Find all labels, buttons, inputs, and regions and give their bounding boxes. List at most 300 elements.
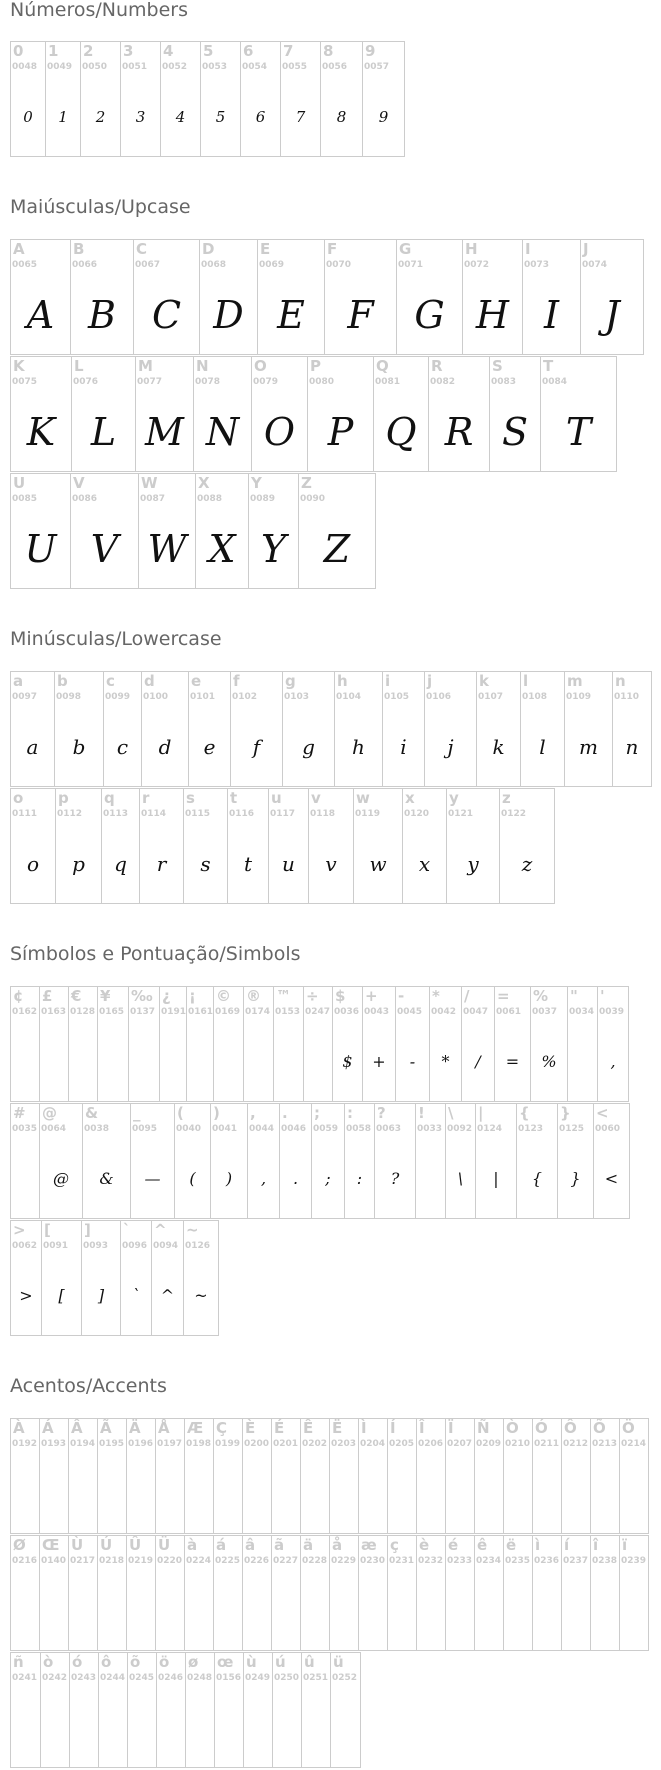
- glyph-character: {: [519, 1104, 530, 1122]
- glyph-code: 0038: [84, 1124, 110, 1134]
- glyph-code: 0216: [12, 1556, 38, 1566]
- glyph-character: e: [191, 672, 202, 690]
- glyph-code: 0088: [197, 494, 223, 504]
- glyph-sample: X: [208, 527, 236, 571]
- glyph-character: c: [106, 672, 115, 690]
- glyph-code: 0120: [404, 809, 430, 819]
- glyph-cell: [533, 1419, 562, 1533]
- glyph-code: 0238: [592, 1556, 618, 1566]
- glyph-character: õ: [130, 1653, 141, 1671]
- glyph-sample: f: [252, 735, 261, 759]
- glyph-sample: R: [444, 410, 474, 454]
- glyph-sample: @: [53, 1169, 69, 1188]
- glyph-cell: [121, 42, 161, 156]
- glyph-code: 0117: [270, 809, 296, 819]
- glyph-cell: [273, 1653, 302, 1767]
- glyph-sample: F: [347, 293, 374, 337]
- glyph-cell: [99, 1653, 128, 1767]
- glyph-code: 0229: [331, 1556, 357, 1566]
- glyph-code: 0073: [524, 260, 550, 270]
- glyph-code: 0055: [282, 62, 308, 72]
- glyph-grid-row: [10, 1220, 219, 1336]
- glyph-cell: [504, 1419, 533, 1533]
- glyph-cell: [186, 1653, 215, 1767]
- glyph-code: 0122: [501, 809, 527, 819]
- glyph-character: £: [42, 987, 53, 1005]
- glyph-code: 0066: [72, 260, 98, 270]
- glyph-code: 0111: [12, 809, 38, 819]
- glyph-character: !: [418, 1104, 425, 1122]
- glyph-character: T: [543, 357, 554, 375]
- glyph-code: 0233: [447, 1556, 473, 1566]
- glyph-character: P: [310, 357, 321, 375]
- glyph-sample: B: [88, 293, 116, 337]
- glyph-cell: [136, 357, 194, 471]
- glyph-cell: [301, 1536, 330, 1650]
- glyph-sample: -: [409, 1052, 416, 1071]
- glyph-code: 0232: [418, 1556, 444, 1566]
- glyph-sample: 0: [23, 108, 33, 126]
- glyph-code: 0118: [310, 809, 336, 819]
- glyph-character: n: [615, 672, 626, 690]
- glyph-code: 0244: [100, 1673, 126, 1683]
- glyph-sample: H: [475, 293, 510, 337]
- glyph-character: B: [73, 240, 85, 258]
- glyph-code: 0063: [376, 1124, 402, 1134]
- glyph-sample: V: [90, 527, 119, 571]
- glyph-code: 0195: [99, 1439, 125, 1449]
- glyph-cell: [335, 672, 383, 786]
- glyph-cell: [211, 1104, 248, 1218]
- glyph-grid-row: [10, 788, 555, 904]
- glyph-code: 0081: [375, 377, 401, 387]
- glyph-code: 0125: [559, 1124, 585, 1134]
- glyph-character: à: [187, 1536, 198, 1554]
- glyph-cell: [11, 987, 40, 1101]
- glyph-sample: ^: [160, 1286, 175, 1305]
- glyph-code: 0070: [326, 260, 352, 270]
- glyph-code: 0193: [41, 1439, 67, 1449]
- glyph-character: H: [465, 240, 478, 258]
- glyph-cell: [214, 987, 244, 1101]
- glyph-character: Í: [390, 1419, 396, 1437]
- glyph-cell: [194, 357, 252, 471]
- glyph-code: 0114: [141, 809, 167, 819]
- glyph-code: 0054: [242, 62, 268, 72]
- glyph-cell: [475, 1536, 504, 1650]
- glyph-code: 0245: [129, 1673, 155, 1683]
- glyph-grid-row: [10, 473, 376, 589]
- glyph-character: á: [216, 1536, 227, 1554]
- glyph-character: 2: [83, 42, 94, 60]
- glyph-character: è: [419, 1536, 430, 1554]
- glyph-code: 0037: [532, 1007, 558, 1017]
- glyph-sample: c: [116, 735, 129, 759]
- glyph-code: 0033: [417, 1124, 443, 1134]
- glyph-cell: [11, 672, 55, 786]
- glyph-code: 0237: [563, 1556, 589, 1566]
- glyph-code: 0068: [201, 260, 227, 270]
- glyph-character: Ö: [622, 1419, 635, 1437]
- glyph-cell: [417, 1536, 446, 1650]
- glyph-cell: [11, 1536, 40, 1650]
- glyph-cell: [201, 42, 241, 156]
- glyph-code: 0045: [397, 1007, 423, 1017]
- glyph-sample: t: [243, 852, 253, 876]
- glyph-sample: ~: [194, 1286, 208, 1305]
- glyph-code: 0235: [505, 1556, 531, 1566]
- glyph-code: 0230: [360, 1556, 386, 1566]
- glyph-cell: [446, 1104, 476, 1218]
- glyph-code: 0115: [185, 809, 211, 819]
- glyph-sample: (: [189, 1169, 196, 1188]
- glyph-character: ^: [154, 1221, 167, 1239]
- glyph-character: €: [71, 987, 82, 1005]
- glyph-character: 8: [323, 42, 334, 60]
- glyph-character: ê: [477, 1536, 488, 1554]
- glyph-sample: U: [24, 527, 57, 571]
- glyph-character: ï: [622, 1536, 628, 1554]
- glyph-character: ): [213, 1104, 220, 1122]
- glyph-character: @: [42, 1104, 57, 1122]
- glyph-code: 0041: [212, 1124, 238, 1134]
- glyph-code: 0200: [244, 1439, 270, 1449]
- glyph-sample: ): [225, 1169, 233, 1188]
- glyph-code: 0097: [12, 692, 38, 702]
- glyph-cell: [354, 789, 403, 903]
- glyph-code: 0219: [128, 1556, 154, 1566]
- glyph-character: z: [502, 789, 511, 807]
- glyph-cell: [591, 1419, 620, 1533]
- glyph-cell: [325, 240, 397, 354]
- glyph-sample: Y: [260, 527, 287, 571]
- glyph-character: 4: [163, 42, 174, 60]
- glyph-sample: &: [99, 1169, 114, 1188]
- glyph-cell: [274, 987, 304, 1101]
- glyph-code: 0197: [157, 1439, 183, 1449]
- glyph-cell: [11, 789, 56, 903]
- glyph-character: X: [198, 474, 210, 492]
- glyph-code: 0062: [12, 1241, 38, 1251]
- glyph-cell: [309, 789, 354, 903]
- glyph-cell: [591, 1536, 620, 1650]
- glyph-character: 3: [123, 42, 134, 60]
- glyph-cell: [446, 1536, 475, 1650]
- glyph-character: ç: [390, 1536, 399, 1554]
- glyph-sample: S: [501, 410, 529, 454]
- glyph-code: 0102: [232, 692, 258, 702]
- glyph-cell: [447, 789, 500, 903]
- glyph-sample: k: [492, 735, 505, 759]
- glyph-cell: [429, 357, 490, 471]
- glyph-cell: [129, 987, 160, 1101]
- glyph-cell: [383, 672, 425, 786]
- glyph-grid-row: [10, 41, 405, 157]
- glyph-cell: [531, 987, 568, 1101]
- glyph-character: ô: [101, 1653, 112, 1671]
- glyph-cell: [200, 240, 258, 354]
- glyph-character: A: [13, 240, 25, 258]
- glyph-sample: a: [26, 735, 39, 759]
- glyph-cell: [184, 1221, 219, 1335]
- glyph-code: 0049: [47, 62, 73, 72]
- glyph-sample: u: [282, 852, 295, 876]
- glyph-sample: D: [213, 293, 244, 337]
- glyph-code: 0051: [122, 62, 148, 72]
- glyph-cell: [121, 1221, 152, 1335]
- section-title-lowercase: Minúsculas/Lowercase: [10, 628, 222, 650]
- glyph-code: 0161: [188, 1007, 214, 1017]
- glyph-character: ÷: [306, 987, 319, 1005]
- glyph-character: U: [13, 474, 26, 492]
- glyph-code: 0218: [99, 1556, 125, 1566]
- glyph-character: Ì: [361, 1419, 367, 1437]
- glyph-code: 0204: [360, 1439, 386, 1449]
- glyph-character: À: [13, 1419, 25, 1437]
- glyph-code: 0110: [614, 692, 640, 702]
- glyph-character: O: [254, 357, 267, 375]
- glyph-grid-row: [10, 239, 644, 355]
- glyph-character: Ô: [564, 1419, 577, 1437]
- glyph-code: 0101: [190, 692, 216, 702]
- glyph-sample: Q: [385, 410, 417, 454]
- glyph-sample: j: [447, 735, 454, 759]
- glyph-character: Y: [251, 474, 262, 492]
- glyph-character: N: [196, 357, 209, 375]
- glyph-cell: [11, 42, 46, 156]
- glyph-cell: [102, 789, 140, 903]
- glyph-cell: [81, 42, 121, 156]
- glyph-code: 0053: [202, 62, 228, 72]
- glyph-code: 0251: [303, 1673, 329, 1683]
- glyph-grid-row: [10, 1103, 630, 1219]
- glyph-character: ¿: [162, 987, 171, 1005]
- glyph-sample: ?: [390, 1169, 400, 1188]
- glyph-code: 0169: [215, 1007, 241, 1017]
- glyph-character: å: [332, 1536, 343, 1554]
- glyph-character: m: [567, 672, 583, 690]
- glyph-cell: [152, 1221, 184, 1335]
- glyph-cell: [490, 357, 541, 471]
- glyph-sample: 6: [255, 108, 266, 126]
- section-title-numbers: Números/Numbers: [10, 0, 188, 21]
- glyph-character: ©: [216, 987, 231, 1005]
- glyph-cell: [71, 474, 139, 588]
- glyph-code: 0163: [41, 1007, 67, 1017]
- glyph-code: 0203: [331, 1439, 357, 1449]
- glyph-cell: [258, 240, 325, 354]
- glyph-cell: [214, 1536, 243, 1650]
- glyph-character: Â: [71, 1419, 83, 1437]
- glyph-cell: [594, 1104, 630, 1218]
- glyph-code: 0036: [334, 1007, 360, 1017]
- glyph-sample: |: [493, 1169, 499, 1188]
- glyph-code: 0194: [70, 1439, 96, 1449]
- glyph-code: 0104: [336, 692, 362, 702]
- glyph-cell: [388, 1419, 417, 1533]
- glyph-character: Ù: [71, 1536, 84, 1554]
- glyph-cell: [565, 672, 613, 786]
- glyph-cell: [345, 1104, 375, 1218]
- glyph-character: Ñ: [477, 1419, 490, 1437]
- glyph-code: 0226: [244, 1556, 270, 1566]
- glyph-character: J: [583, 240, 589, 258]
- section-title-accents: Acentos/Accents: [10, 1375, 167, 1397]
- glyph-cell: [475, 1419, 504, 1533]
- glyph-code: 0085: [12, 494, 38, 504]
- glyph-cell: [388, 1536, 417, 1650]
- glyph-code: 0162: [12, 1007, 38, 1017]
- glyph-sample: 4: [175, 108, 186, 126]
- glyph-sample: M: [145, 410, 184, 454]
- glyph-cell: [42, 1221, 82, 1335]
- glyph-sample: h: [352, 735, 365, 759]
- glyph-code: 0225: [215, 1556, 241, 1566]
- glyph-sample: x: [418, 852, 431, 876]
- glyph-code: 0174: [245, 1007, 271, 1017]
- glyph-cell: [533, 1536, 562, 1650]
- glyph-character: 7: [283, 42, 294, 60]
- glyph-cell: [359, 1419, 388, 1533]
- glyph-sample: I: [543, 293, 559, 337]
- glyph-code: 0065: [12, 260, 38, 270]
- glyph-sample: N: [205, 410, 240, 454]
- glyph-character: Ç: [216, 1419, 228, 1437]
- glyph-sample: ,: [610, 1052, 616, 1071]
- glyph-character: ó: [72, 1653, 83, 1671]
- glyph-character: ,: [250, 1104, 256, 1122]
- glyph-code: 0093: [83, 1241, 109, 1251]
- glyph-code: 0250: [274, 1673, 300, 1683]
- glyph-code: 0217: [70, 1556, 96, 1566]
- glyph-cell: [581, 240, 644, 354]
- glyph-cell: [142, 672, 189, 786]
- glyph-character: b: [57, 672, 68, 690]
- glyph-cell: [139, 474, 196, 588]
- glyph-character: }: [560, 1104, 571, 1122]
- glyph-character: p: [58, 789, 69, 807]
- glyph-cell: [228, 789, 269, 903]
- glyph-character: ?: [377, 1104, 386, 1122]
- glyph-character: &: [85, 1104, 99, 1122]
- glyph-code: 0140: [41, 1556, 67, 1566]
- glyph-cell: [374, 357, 429, 471]
- glyph-sample: G: [414, 293, 445, 337]
- glyph-cell: [359, 1536, 388, 1650]
- glyph-cell: [495, 987, 531, 1101]
- glyph-character: ñ: [13, 1653, 24, 1671]
- glyph-sample: {: [531, 1169, 543, 1188]
- glyph-sample: q: [114, 852, 127, 876]
- glyph-cell: [189, 672, 231, 786]
- glyph-cell: [598, 987, 629, 1101]
- glyph-character: Ò: [506, 1419, 519, 1437]
- glyph-code: 0079: [253, 377, 279, 387]
- glyph-code: 0128: [70, 1007, 96, 1017]
- glyph-sample: K: [26, 410, 56, 454]
- glyph-character: ú: [275, 1653, 286, 1671]
- glyph-character: ò: [43, 1653, 54, 1671]
- glyph-code: 0103: [284, 692, 310, 702]
- glyph-code: 0228: [302, 1556, 328, 1566]
- glyph-sample: T: [565, 410, 592, 454]
- glyph-character: Ü: [158, 1536, 171, 1554]
- glyph-cell: [241, 42, 281, 156]
- glyph-cell: [46, 42, 81, 156]
- glyph-code: 0083: [491, 377, 517, 387]
- glyph-code: 0113: [103, 809, 129, 819]
- glyph-code: 0059: [313, 1124, 339, 1134]
- glyph-character: ¥: [100, 987, 111, 1005]
- glyph-character: ": [570, 987, 578, 1005]
- glyph-code: 0236: [534, 1556, 560, 1566]
- glyph-code: 0100: [143, 692, 169, 702]
- glyph-sample: 5: [215, 108, 226, 126]
- glyph-code: 0192: [12, 1439, 38, 1449]
- glyph-cell: [620, 1419, 649, 1533]
- glyph-cell: [98, 1419, 127, 1533]
- glyph-cell: [98, 987, 129, 1101]
- glyph-character: j: [427, 672, 433, 690]
- glyph-character: ã: [274, 1536, 285, 1554]
- glyph-code: 0212: [563, 1439, 589, 1449]
- glyph-code: 0126: [185, 1241, 211, 1251]
- glyph-code: 0224: [186, 1556, 212, 1566]
- glyph-character: o: [13, 789, 24, 807]
- glyph-cell: [500, 789, 555, 903]
- glyph-sample: O: [263, 410, 296, 454]
- glyph-cell: [269, 789, 309, 903]
- glyph-character: Ó: [535, 1419, 548, 1437]
- glyph-cell: [215, 1653, 244, 1767]
- glyph-code: 0156: [216, 1673, 242, 1683]
- glyph-cell: [244, 1653, 273, 1767]
- glyph-sample: J: [604, 293, 620, 337]
- glyph-sample: 1: [58, 108, 68, 126]
- glyph-cell: [187, 987, 214, 1101]
- glyph-code: 0076: [73, 377, 99, 387]
- glyph-cell: [161, 42, 201, 156]
- glyph-character: é: [448, 1536, 459, 1554]
- glyph-code: 0074: [582, 260, 608, 270]
- glyph-cell: [558, 1104, 594, 1218]
- glyph-code: 0112: [57, 809, 83, 819]
- glyph-sample: r: [156, 852, 167, 876]
- glyph-character: Ú: [100, 1536, 113, 1554]
- glyph-cell: [321, 42, 363, 156]
- glyph-grid-row: [10, 1652, 361, 1768]
- glyph-code: 0109: [566, 692, 592, 702]
- glyph-character: #: [13, 1104, 26, 1122]
- glyph-cell: [281, 42, 321, 156]
- glyph-code: 0165: [99, 1007, 125, 1017]
- glyph-cell: [40, 1536, 69, 1650]
- glyph-cell: [283, 672, 335, 786]
- glyph-character: Õ: [593, 1419, 606, 1437]
- glyph-cell: [56, 789, 102, 903]
- glyph-cell: [140, 789, 184, 903]
- glyph-cell: [11, 474, 71, 588]
- glyph-cell: [11, 1221, 42, 1335]
- glyph-code: 0061: [496, 1007, 522, 1017]
- glyph-cell: [425, 672, 477, 786]
- glyph-code: 0092: [447, 1124, 473, 1134]
- glyph-code: 0077: [137, 377, 163, 387]
- glyph-cell: [312, 1104, 345, 1218]
- glyph-sample: [: [58, 1286, 65, 1305]
- glyph-cell: [11, 1653, 41, 1767]
- glyph-sample: 7: [295, 108, 306, 126]
